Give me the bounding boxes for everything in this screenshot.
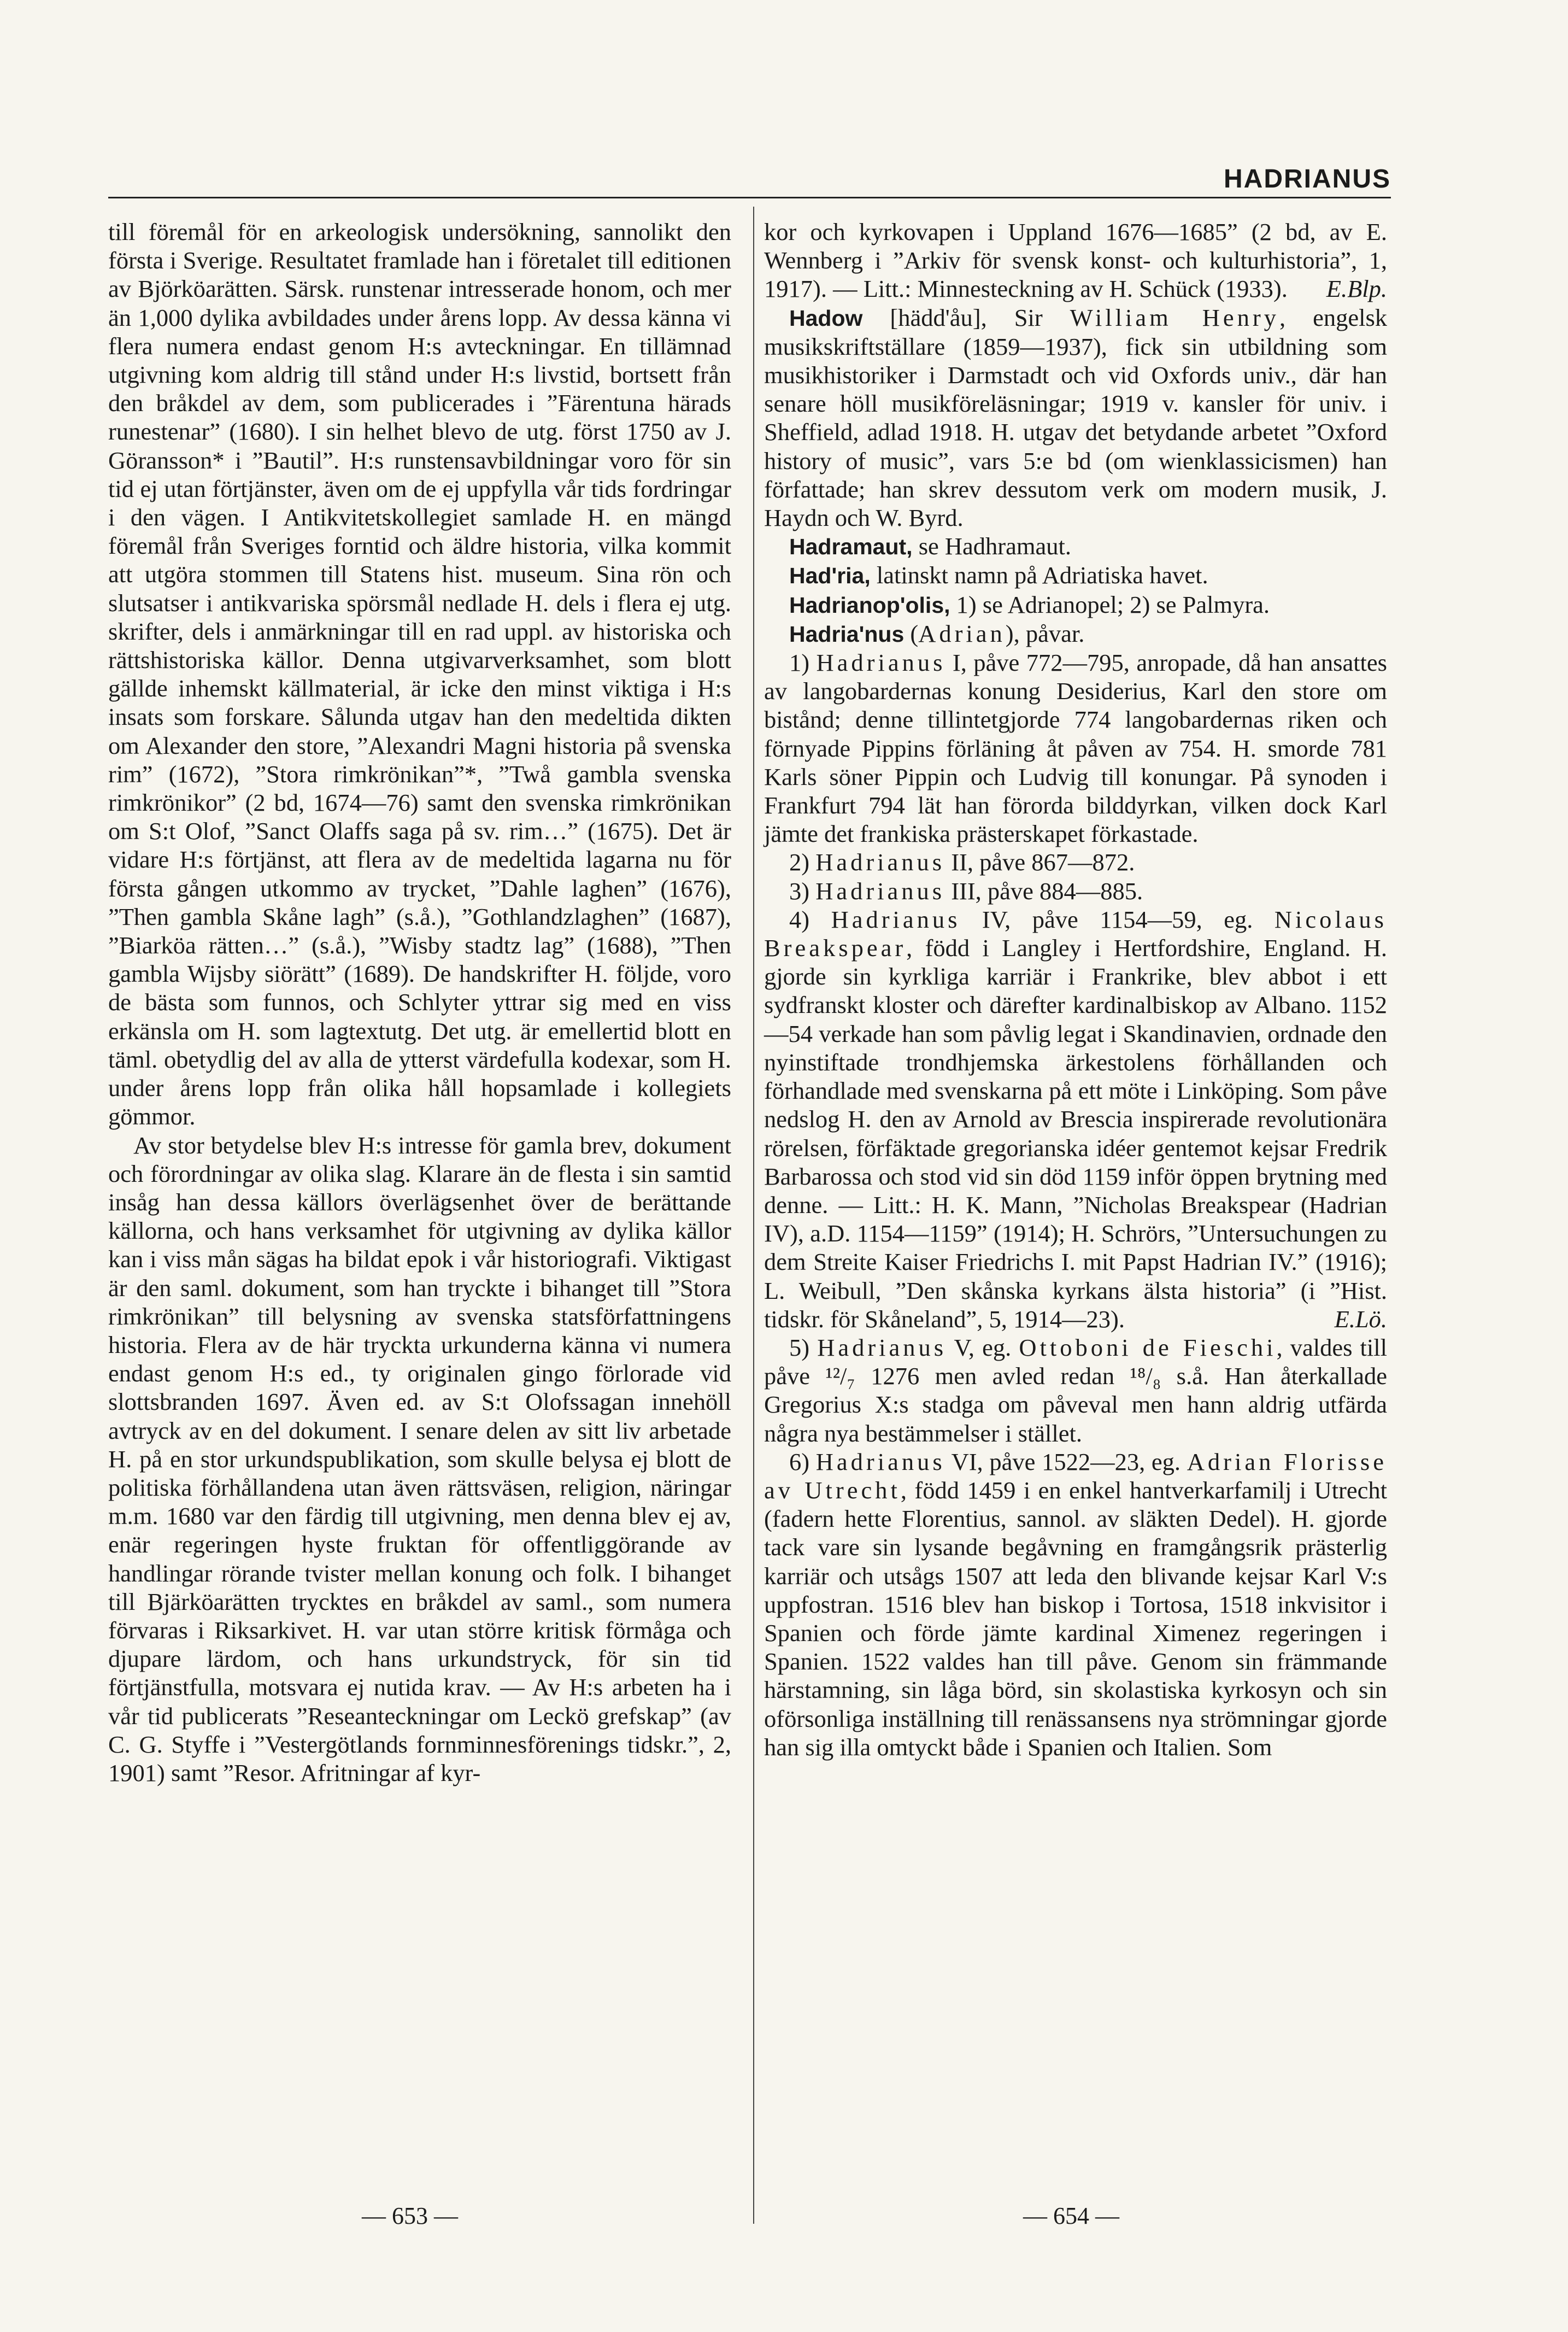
entry-text: ( [904, 619, 919, 647]
headword: Hadramaut, [789, 534, 913, 560]
subentry-hadrianus-2 [764, 848, 1387, 876]
left-column [108, 218, 731, 1787]
spaced-name: Hadrianus [831, 905, 961, 933]
entry-text: V, eg. [947, 1333, 1019, 1361]
subentry-hadrianus-6 [764, 1448, 1387, 1761]
right-column [764, 218, 1387, 1761]
subentry-number: 6) [789, 1448, 816, 1475]
page-number-left: — 653 — [362, 2202, 458, 2229]
spaced-name: Hadrianus [815, 848, 946, 876]
headword: Hadow [789, 305, 863, 331]
entry-text: IV, påve 1154—59, eg. [960, 905, 1275, 933]
spaced-name: Hadrianus [817, 1333, 947, 1361]
subentry-number: 3) [789, 877, 816, 905]
spaced-name: Hadrianus [815, 877, 946, 905]
spaced-name: Ottoboni de Fieschi [1019, 1333, 1277, 1361]
entry-text: , född i Langley i Hertfordshire, England. H. gjorde sin kyrkliga karriär i Frankrike, blev abbot i ett sydfranskt kloster och därefter kardinalbiskop av Albano. 1152—54 verkade han som påvlig legat i Skandinavien, ordnade den nyinstiftade trondhjemska ärkestolens förhållanden och förhandlade med svenskarna på ett möte i Linköping. Som påve nedslog H. den av Arnold av Brescia inspirerade revolutionära rörelsen, förfäktade gregorianska idéer gentemot kejsar Fredrik Barbarossa och stod vid sin död 1159 inför öppen brytning med denne. — Litt.: H. K. Mann, ”Nicholas Breakspear (Hadrian IV), a.D. 1154—1159” (1914); H. Schrörs, ”Untersuchungen zu dem Streite Kaiser Friedrichs I. mit Papst Hadrian IV.” (1916); L. Weibull, ”Den skånska kyrkans älsta historia” (i ”Hist. tidskr. för Skåneland”, 5, 1914—23). [764, 934, 1387, 1333]
paragraph-text: kor och kyrkovapen i Uppland 1676—1685” (2 bd, av E. Wennberg i ”Arkiv för svensk konst- och kulturhistoria”, 1, 1917). — Litt.: Minnesteckning av H. Schück (1933). [764, 218, 1387, 303]
subentry-number: 5) [789, 1333, 818, 1361]
entry-text: se Hadhramaut. [912, 532, 1071, 560]
page-number-right: — 654 — [1023, 2202, 1119, 2229]
entry-hadria [764, 561, 1387, 590]
subentry-hadrianus-3 [764, 877, 1387, 905]
paragraph: Av stor betydelse blev H:s intresse för gamla brev, dokument och förordningar av olika slag. Klarare än de flesta i sin samtid insåg han dessa källors överlägsenhet över de berättande källorna, och hans verksamhet för utgivning av dylika källor kan i viss mån sägas ha bildat epok i vår historiografi. Viktigast är den saml. dokument, som han tryckte i bihanget till ”Stora rimkrönikan” till belysning av svenska statsförfattningens historia. Flera av de här tryckta urkunderna känna vi numera endast genom H:s ed., ty originalen gingo förlorade vid slottsbranden 1697. Även ed. av S:t Olofssagan innehöll avtryck av en del dokument. I senare delen av sitt liv arbetade H. på en stor urkundspublikation, som skulle belysa ej blott de politiska förhållandena utan även rättsväsen, religion, näringar m.m. 1680 var den färdig till utgivning, men denna blev ej av, enär regeringen hyste fruktan för offentliggörande av handlingar rörande tvister mellan konung och folk. I bihanget till Bjärköarätten trycktes en bråkdel av saml., som numera förvaras i Riksarkivet. H. var utan större kritisk förmåga och djupare lärdom, och hans urkundstryck, för sin tid förtjänstfulla, motsvara ej nutida krav. — Av H:s arbeten ha i vår tid publicerats ”Reseanteckningar om Leckö grefskap” (av C. G. Styffe i ”Vestergötlands fornminnesförenings tidskr.”, 2, 1901) samt ”Resor. Afritningar af kyr- [108, 1131, 731, 1786]
entry-hadow [764, 303, 1387, 532]
entry-hadrianopolis [764, 590, 1387, 619]
spaced-name: Hadrianus [816, 649, 946, 677]
running-head: HADRIANUS [1224, 165, 1391, 194]
entry-text: , valdes till påve ¹²/₇ 1276 men avled redan ¹⁸/₈ s.å. Han återkallade Gregorius X:s stadga om påveval men hann aldrig utfärda några nya bestämmelser i stället. [764, 1333, 1387, 1447]
entry-text: , född 1459 i en enkel hantverkarfamilj i Utrecht (fadern hette Florentius, sannol. av släkten Dedel). H. gjorde tack vare sin lysande begåvning en framgångsrik prästerlig karriär och utsågs 1507 att leda den blivande kejsar Karl V:s uppfostran. 1516 blev han biskop i Tortosa, 1518 inkvisitor i Spanien och förde jämte kardinal Ximenez regeringen i Spanien. 1522 valdes han till påve. Genom sin främmande härstamning, sin låga börd, sin skolastiska kyrkosyn och sin oförsonliga inställning till renässansens nya strömningar gjorde han sig illa omtyckt både i Spanien och Italien. Som [764, 1476, 1387, 1761]
subentry-number: 1) [789, 649, 817, 677]
spaced-name: Nicolaus Breakspear [764, 905, 1387, 962]
header-rule [108, 197, 1391, 198]
entry-hadramaut [764, 532, 1387, 561]
headword: Hadria'nus [789, 621, 905, 647]
entry-text: , engelsk musikskriftställare (1859—1937), fick sin utbildning som musikhistoriker i Darmstadt och vid Oxfords univ., där han senare höll musikföreläsningar; 1919 v. kansler för univ. i Sheffield, adlad 1918. H. utgav det betydande arbetet ”Oxford history of music”, vars 5:e bd (om wienklassicismen) han författade; han skrev dessutom verk om modern musik, J. Haydn och W. Byrd. [764, 303, 1388, 532]
column-divider [753, 207, 754, 2224]
entry-text: II, påve 867—872. [945, 848, 1135, 876]
subentry-hadrianus-5 [764, 1333, 1387, 1448]
person-name: William Henry [1070, 303, 1279, 331]
entry-text: 1) se Adrianopel; 2) se Palmyra. [950, 590, 1270, 618]
paragraph: till föremål för en arkeologisk undersökning, sannolikt den första i Sverige. Resultatet framlade han i företalet till editionen av Björköarätten. Särsk. runstenar intresserade honom, och mer än 1,000 dylika avbildades under årens lopp. Av dessa känna vi flera numera endast genom H:s avteckningar. En tillämnad utgivning kom aldrig till stånd under H:s livstid, bortsett från den bråkdel av dem, som publicerades i ”Färentuna härads runestenar” (1680). I sin helhet blevo de utg. först 1750 av J. Göransson* i ”Bautil”. H:s runstensavbildningar voro för sin tid ej utan förtjänster, även om de ej uppfylla vår tids fordringar i den vägen. I Antikvitetskollegiet samlade H. en mängd föremål från Sveriges forntid och äldre historia, vilka kommit att utgöra stommen till Statens hist. museum. Sina rön och slutsatser i antikvariska spörsmål nedlade H. dels i flera ej utg. skrifter, dels i anmärkningar till en rad uppl. av historiska och rättshistoriska källor. Denna utgivarverksamhet, som blott gällde inhemskt källmaterial, är icke den minst viktiga i H:s insats som forskare. Sålunda utgav han den medeltida dikten om Alexander den store, ”Alexandri Magni historia på svenska rim” (1672), ”Stora rimkrönikan”*, ”Twå gambla svenska rimkrönikor” (2 bd, 1674—76) samt den svenska rimkrönikan om S:t Olof, ”Sanct Olaffs saga på sv. rim…” (1675). Det är vidare H:s förtjänst, att flera av de medeltida lagarna nu för första gången utkommo av trycket, ”Dahle laghen” (1676), ”Then gambla Skåne lagh” (s.å.), ”Gothlandzlaghen” (1687), ”Biarköa rätten…” (s.å.), ”Wisby stadtz lag” (1688), ”Then gambla Wijsby siörätt” (1689). De handskrifter H. följde, voro de bästa som funnos, och Schlyter yttrar sig med en viss erkänsla om H. som lagtextutg. Det utg. är emellertid blott en täml. obetydlig del av alla de ytterst värdefulla kodexar, som H. under årens lopp från olika håll hopsamlade i kollegiets gömmor. [108, 218, 731, 1130]
entry-hadrianus [764, 619, 1387, 648]
subentry-number: 2) [789, 848, 816, 876]
entry-text: latinskt namn på Adriatiska havet. [870, 561, 1208, 589]
entry-continuation [764, 218, 1387, 303]
entry-text: I, påve 772—795, anropade, då han ansattes av langobardernas konung Desiderius, Karl den store om bistånd; denne tillintetgjorde 774 langobardernas riken och förnyade Pippins förläning åt påven av 754. H. smorde 781 Karls söner Pippin och Ludvig till konungar. På synoden i Frankfurt 794 lät han förorda bilddyrkan, vilken dock Karl jämte det frankiska prästerskapet förkastade. [764, 649, 1387, 848]
author-signature: E.Blp. [1326, 275, 1387, 303]
subentry-number: 4) [789, 905, 831, 933]
spaced-name: Hadrianus [815, 1448, 946, 1475]
headword: Hadrianop'olis, [789, 592, 950, 618]
spaced-name: Adrian [918, 619, 1006, 647]
subentry-hadrianus-1 [764, 648, 1387, 848]
entry-text: III, påve 884—885. [945, 877, 1143, 905]
entry-text: VI, påve 1522—23, eg. [945, 1448, 1187, 1475]
pronunciation: [hädd'åu], Sir [862, 303, 1070, 331]
author-signature: E.Lö. [1334, 1305, 1387, 1333]
entry-text: ), påvar. [1005, 619, 1085, 647]
spaced-name: Adrian Florisse av Utrecht [764, 1448, 1387, 1504]
subentry-hadrianus-4 [764, 905, 1387, 1333]
headword: Had'ria, [789, 563, 871, 589]
